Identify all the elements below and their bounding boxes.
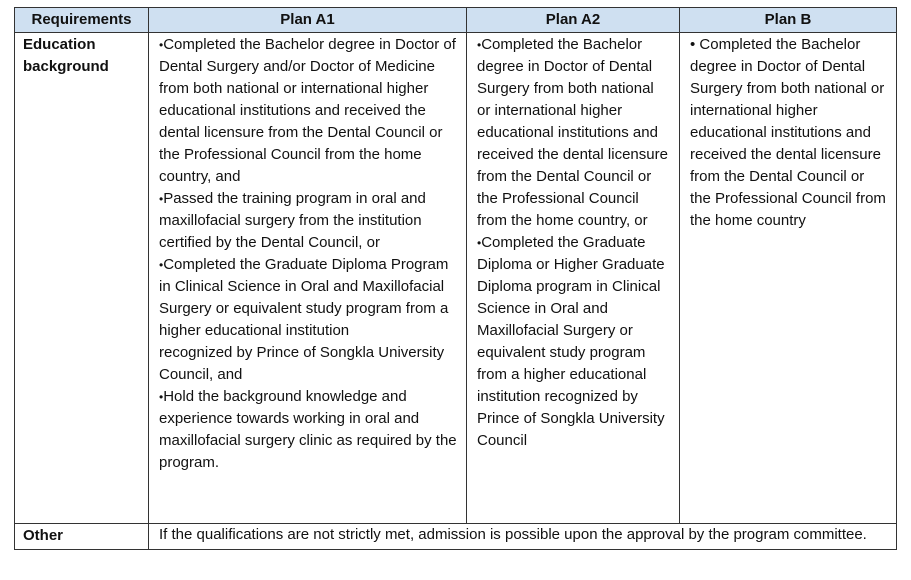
other-label: Other: [15, 524, 149, 550]
plan-a2-item: •Completed the Graduate Diploma or Higher Graduate Diploma program in Clinical Science in Oral and Maxillofacial Surgery or equivalent study program from a higher educational institution recognized by Prince of Songkla University Council: [477, 234, 665, 449]
plan-a1-item-continued: recognized by Prince of Songkla University Council, and: [159, 344, 445, 383]
plan-a1-education: [149, 33, 467, 524]
education-row: [15, 33, 897, 524]
plan-a2-education: [467, 33, 680, 524]
plan-a1-item: •Passed the training program in oral and maxillofacial surgery from the institution certified by the Dental Council, or: [159, 190, 426, 251]
header-requirements: Requirements: [15, 8, 149, 33]
header-plan-b: Plan B: [680, 8, 897, 33]
header-row: [15, 8, 897, 33]
other-row: [15, 524, 897, 550]
other-text: If the qualifications are not strictly met, admission is possible upon the approval by the program committee.: [149, 524, 897, 550]
header-plan-a1: Plan A1: [149, 8, 467, 33]
plan-a1-item: •Completed the Bachelor degree in Doctor of Dental Surgery and/or Doctor of Medicine from both national or international higher educational institutions and received the dental licensure from the Dental Council or the Professional Council from the home country, and: [159, 36, 456, 185]
plan-a2-item: •Completed the Bachelor degree in Doctor of Dental Surgery from both national or international higher educational institutions and received the dental licensure from the Dental Council or the Professional Council from the home country, or: [477, 36, 668, 229]
plan-b-education: [680, 33, 897, 524]
plan-a1-item: •Completed the Graduate Diploma Program in Clinical Science in Oral and Maxillofacial Surgery or equivalent study program from a higher educational institution: [159, 256, 449, 339]
requirements-table-container: [14, 7, 896, 550]
plan-b-item: • Completed the Bachelor degree in Doctor of Dental Surgery from both national or international higher educational institutions and received the dental licensure from the Dental Council or the Professional Council from the home country: [690, 36, 886, 229]
plan-a1-item: •Hold the background knowledge and experience towards working in oral and maxillofacial surgery clinic as required by the program.: [159, 388, 457, 471]
education-label: Education background: [15, 33, 149, 524]
header-plan-a2: Plan A2: [467, 8, 680, 33]
requirements-table: [14, 7, 897, 550]
